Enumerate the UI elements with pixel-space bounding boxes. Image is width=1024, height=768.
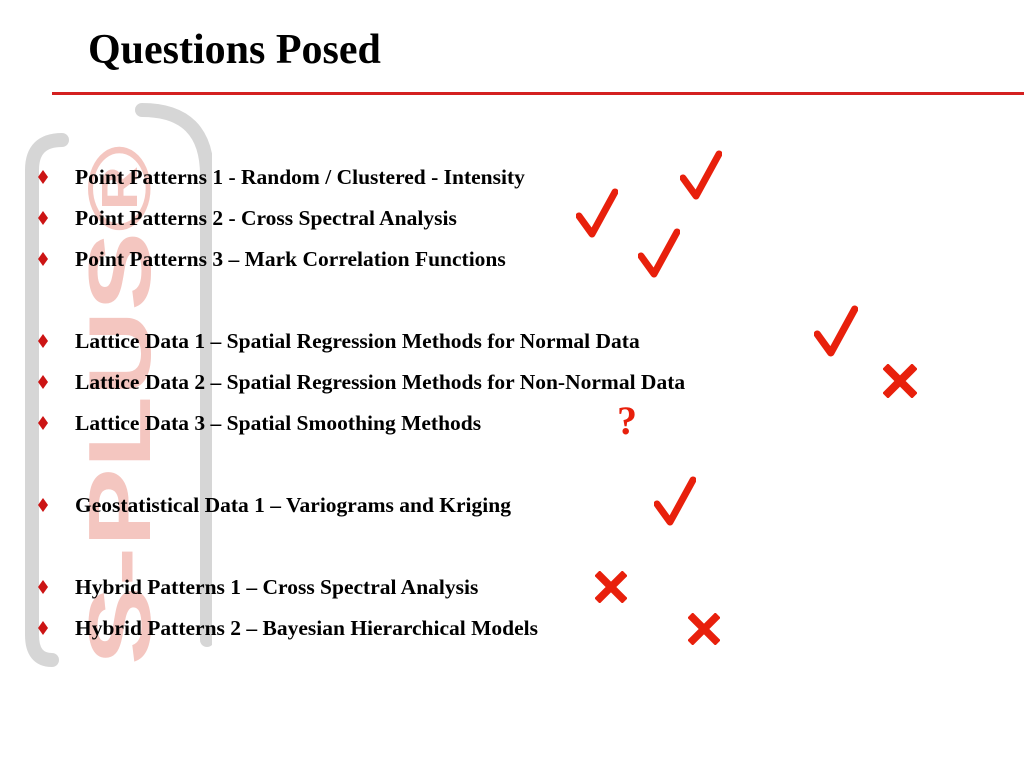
item-text: Point Patterns 1 - Random / Clustered - Intensity bbox=[75, 165, 525, 189]
checkmark-icon bbox=[576, 188, 618, 238]
diamond-bullet-icon bbox=[38, 580, 48, 594]
item-text: Point Patterns 2 - Cross Spectral Analysis bbox=[75, 206, 457, 230]
question-mark-icon: ? bbox=[617, 398, 637, 443]
item-text: Hybrid Patterns 1 – Cross Spectral Analysis bbox=[75, 575, 479, 599]
diamond-bullet-icon bbox=[38, 252, 48, 266]
item-text: Hybrid Patterns 2 – Bayesian Hierarchical Models bbox=[75, 616, 539, 640]
checkmark-icon bbox=[638, 228, 680, 278]
item-text: Point Patterns 3 – Mark Correlation Functions bbox=[75, 247, 506, 271]
diamond-bullet-icon bbox=[38, 498, 48, 512]
item-text: Lattice Data 1 – Spatial Regression Methods for Normal Data bbox=[75, 329, 640, 353]
diamond-bullet-icon bbox=[38, 375, 48, 389]
checkmark-icon bbox=[654, 476, 696, 526]
diamond-bullet-icon bbox=[38, 170, 48, 184]
diamond-bullet-icon bbox=[38, 334, 48, 348]
diamond-bullet-icon bbox=[38, 621, 48, 635]
checkmark-icon bbox=[814, 305, 858, 357]
cross-icon bbox=[883, 364, 917, 398]
cross-icon bbox=[595, 571, 627, 603]
diamond-bullet-icon bbox=[38, 211, 48, 225]
cross-icon bbox=[688, 613, 720, 645]
item-text: Lattice Data 2 – Spatial Regression Methods for Non-Normal Data bbox=[75, 370, 686, 394]
checkmark-icon bbox=[680, 150, 722, 200]
watermark-text: S-PLUS® bbox=[70, 277, 169, 665]
diamond-bullet-icon bbox=[38, 416, 48, 430]
item-text: Lattice Data 3 – Spatial Smoothing Methods bbox=[75, 411, 482, 435]
slide-title: Questions Posed bbox=[88, 27, 381, 73]
item-text: Geostatistical Data 1 – Variograms and Kriging bbox=[75, 493, 511, 517]
title-divider bbox=[52, 92, 1024, 95]
